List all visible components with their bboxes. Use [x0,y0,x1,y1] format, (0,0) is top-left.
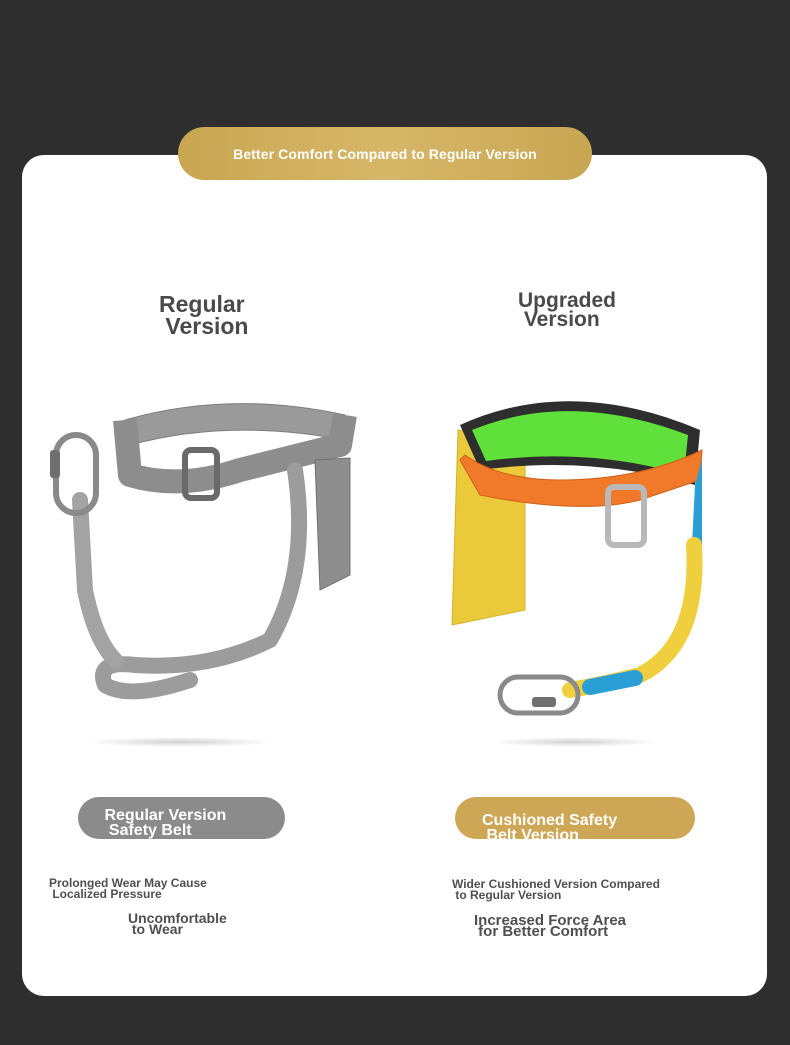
regular-pressure-note: Prolonged Wear May Cause Localized Pressure [49,876,207,901]
upgraded-force-note: Increased Force Area for Better Comfort [474,912,627,940]
cushioned-belt-illustration [440,385,720,725]
upgraded-version-pill: Cushioned Safety Belt Version [455,797,695,839]
grey-belt-illustration [40,390,370,720]
upgraded-belt-shadow [490,737,660,747]
comparison-banner: Better Comfort Compared to Regular Version [178,127,592,180]
regular-belt-shadow [85,737,275,747]
regular-comfort-note: Uncomfortable to Wear [128,910,227,937]
upgraded-width-note: Wider Cushioned Version Compared to Regular Version [452,877,660,902]
upgraded-version-title: Upgraded Version [518,289,617,331]
regular-version-title: Regular Version [159,291,249,339]
regular-version-pill: Regular Version Safety Belt [78,797,285,839]
